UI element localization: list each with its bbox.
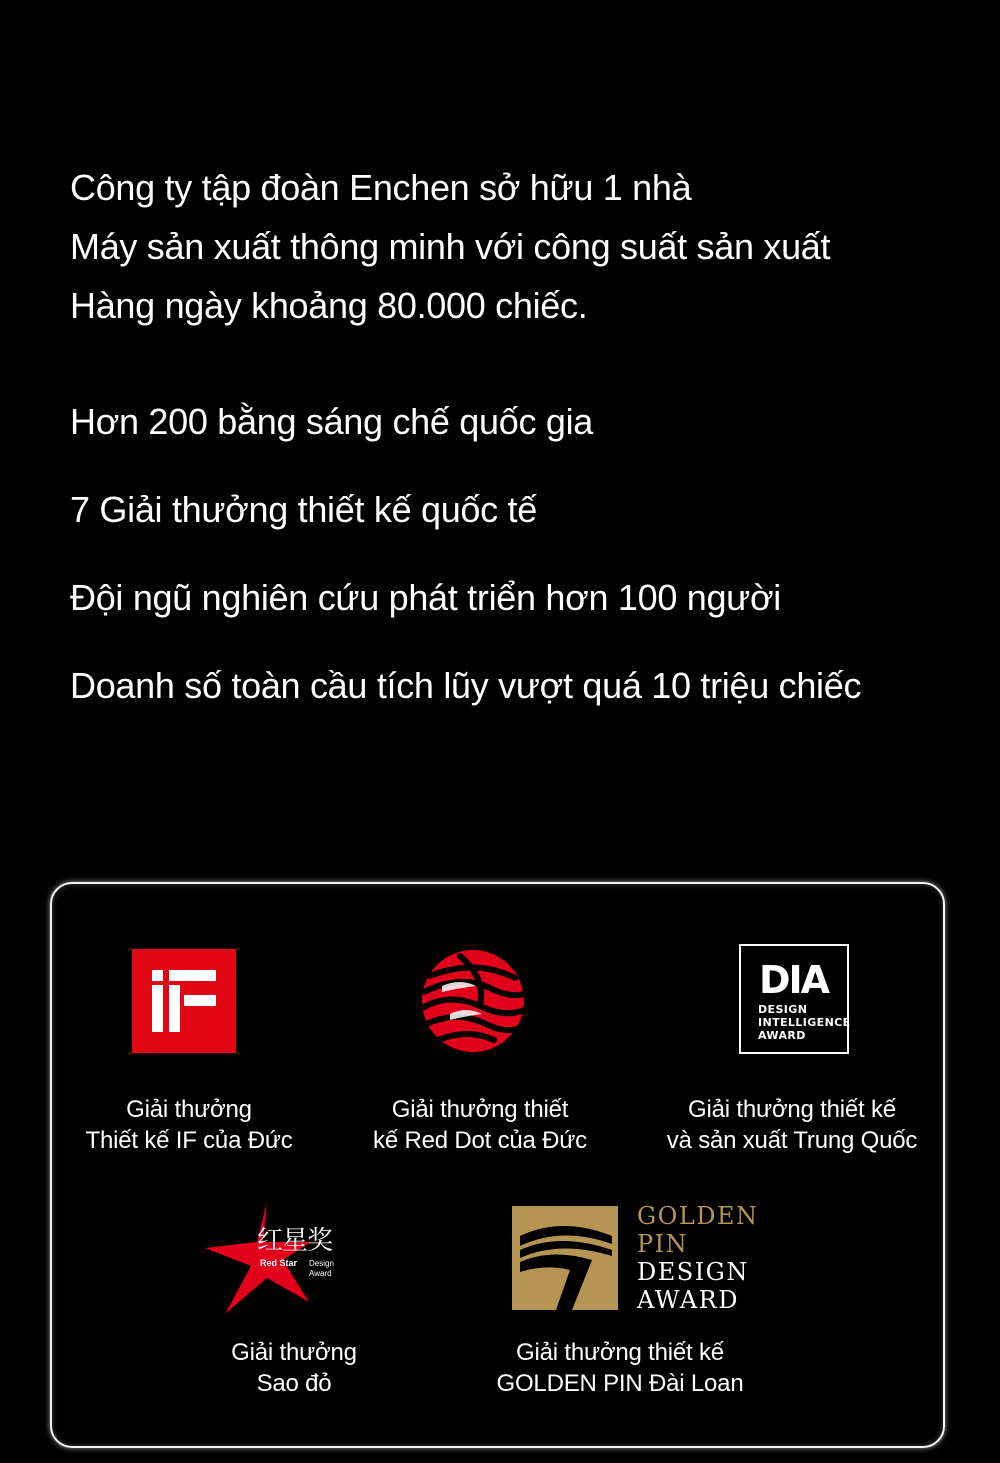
red-dot-award-caption: Giải thưởng thiết kế Red Dot của Đức: [373, 1096, 587, 1154]
red-dot-award-logo: [420, 948, 526, 1054]
red-star-award-caption: Giải thưởng Sao đỏ: [231, 1339, 357, 1397]
red-star-english-text: Red Star: [260, 1258, 298, 1268]
dia-mark: DIA: [759, 958, 829, 1002]
dia-award-caption: Giải thưởng thiết kế và sản xuất Trung Quốc: [666, 1096, 918, 1154]
golden-pin-swoosh-icon: [512, 1206, 618, 1310]
intro-line-3: Hàng ngày khoảng 80.000 chiếc.: [70, 285, 588, 326]
dia-award-text: DESIGN INTELLIGENCE AWARD: [758, 1003, 851, 1042]
fact-global-sales: Doanh số toàn cầu tích lũy vượt quá 10 triệu chiếc: [70, 665, 862, 706]
intro-line-1: Công ty tập đoàn Enchen sở hữu 1 nhà: [70, 167, 692, 208]
golden-pin-wordmark: GOLDEN PIN DESIGN AWARD: [637, 1202, 759, 1314]
red-star-award-logo: [205, 1202, 345, 1314]
red-dot-sphere-icon: [420, 948, 526, 1054]
fact-design-awards: 7 Giải thưởng thiết kế quốc tế: [70, 489, 537, 530]
intro-text: [70, 158, 830, 335]
fact-rd-team: Đội ngũ nghiên cứu phát triển hơn 100 người: [70, 577, 781, 618]
awards-panel: [50, 882, 945, 1448]
facts-list: [70, 398, 861, 750]
red-star-chinese-text: 红星奖: [257, 1226, 333, 1256]
dia-award-logo: [739, 944, 849, 1054]
golden-pin-award-logo: [512, 1202, 772, 1318]
if-logo-icon: [132, 949, 236, 1053]
golden-pin-award-caption: Giải thưởng thiết kế GOLDEN PIN Đài Loan: [496, 1339, 744, 1397]
if-design-award-logo: [132, 949, 236, 1053]
intro-line-2: Máy sản xuất thông minh với công suất sản xuất: [70, 226, 831, 267]
fact-patents: Hơn 200 bằng sáng chế quốc gia: [70, 401, 594, 442]
golden-pin-emblem: [512, 1206, 618, 1310]
red-star-design-award-text: Design Award: [309, 1259, 334, 1278]
if-award-caption: Giải thưởng Thiết kế IF của Đức: [85, 1096, 293, 1154]
